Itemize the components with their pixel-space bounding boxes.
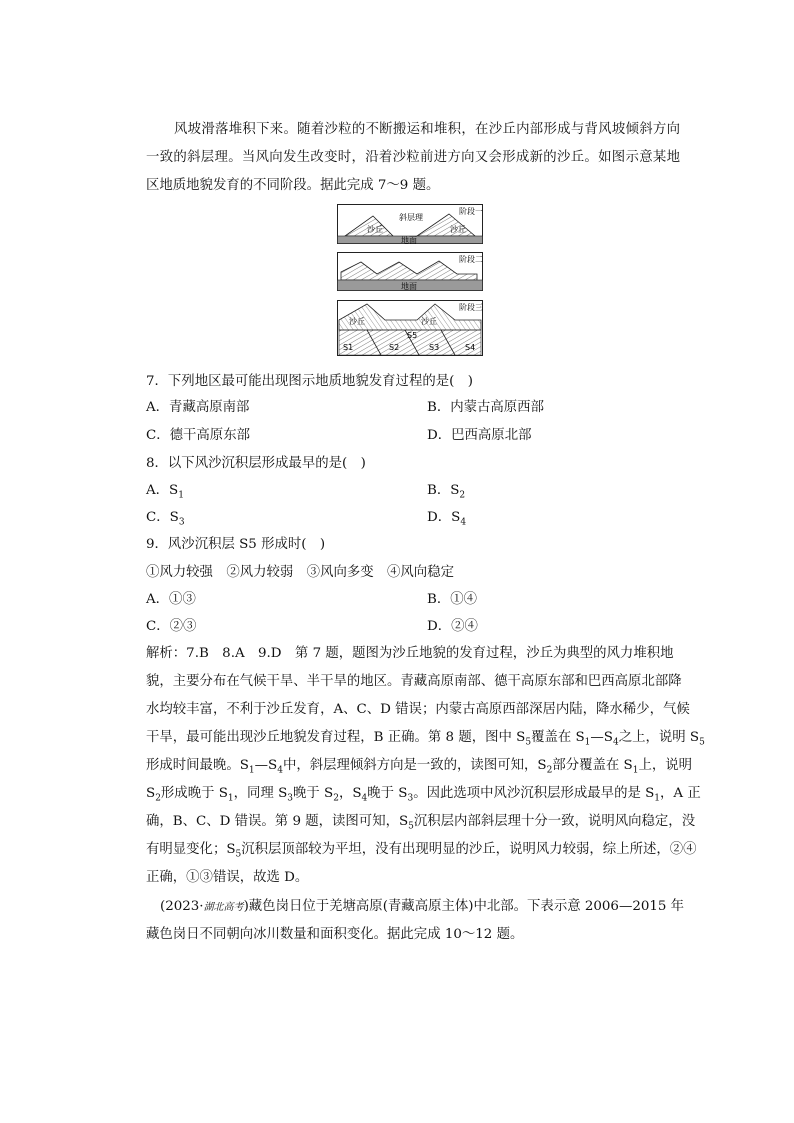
source-label: 湖北高考: [203, 902, 244, 913]
analysis-line-2: 貌，主要分布在气候干旱、半干旱的地区。青藏高原南部、德干高原东部和巴西高原北部降: [146, 674, 682, 689]
q7-option-d: D．巴西高原北部: [427, 428, 532, 443]
stage-three-label: 阶段三: [459, 303, 483, 312]
cross-bedding-label: 斜层理: [399, 213, 423, 222]
dune-label-right-3: 沙丘: [421, 317, 437, 326]
intro-paragraph: 风坡滑落堆积下来。随着沙粒的不断搬运和堆积，在沙丘内部形成与背风坡倾斜方向一致的斜层理。当风向发生改变时，沿着沙粒前进方向又会形成新的沙丘。如图示意某地区地质地貌发育的不同阶段。据此完成 7～9 题。: [146, 122, 680, 193]
dune-stages-figure: [337, 204, 483, 356]
q8-option-a: A．$S_1$: [146, 483, 184, 501]
question-9-items: ①风力较强 ②风力较弱 ③风向多变 ④风向稳定: [146, 565, 454, 580]
stage-two-panel: [338, 253, 484, 292]
question-7-stem: 7．下列地区最可能出现图示地质地貌发育过程的是( ): [146, 374, 473, 389]
q9-option-b: B．①④: [427, 592, 478, 607]
q7-option-b: B．内蒙古高原西部: [427, 400, 544, 415]
dune-label-left: 沙丘: [367, 225, 383, 234]
dune-label-left-3: 沙丘: [349, 317, 365, 326]
analysis-line-8: 有明显变化；$S_5$沉积层顶部较为平坦，没有出现明显的沙丘，说明风力较弱，综上所述，②④: [146, 842, 697, 860]
stage-three-panel: [338, 301, 484, 356]
q8-option-d: D．$S_4$: [427, 510, 467, 528]
stage-one-label: 阶段一: [459, 207, 483, 216]
stage-two-label: 阶段二: [459, 255, 483, 264]
analysis-line-5: 形成时间最晚。$S_1—S_4$中，斜层理倾斜方向是一致的，读图可知，$S_2$部分覆盖在 $S_1$上，说明: [146, 758, 692, 776]
ground-label-2: 地面: [401, 282, 417, 291]
ground-label-1: 地面: [401, 236, 417, 245]
q9-option-d: D．②④: [427, 619, 478, 634]
layer-s4-label: S4: [465, 343, 476, 352]
q7-option-a: A．青藏高原南部: [146, 400, 250, 415]
analysis-line-4: 干旱，最可能出现沙丘地貌发育过程，B 正确。第 8 题，图中 $S_5$覆盖在 $S_1—S_4$之上，说明 $S_5$: [146, 730, 705, 748]
analysis-line-7: 确，B、C、D 错误。第 9 题，读图可知，$S_5$沉积层内部斜层理十分一致，说明风向稳定，没: [146, 814, 696, 832]
question-8-stem: 8．以下风沙沉积层形成最早的是( ): [146, 456, 366, 471]
layer-s2-label: S2: [389, 343, 400, 352]
q8-option-c: C．$S_3$: [146, 510, 185, 528]
q8-option-b: B．$S_2$: [427, 483, 466, 501]
analysis-line-3: 水均较丰富，不利于沙丘发育，A、C、D 错误；内蒙古高原西部深居内陆，降水稀少，气候: [146, 702, 690, 717]
layer-s1-label: S1: [343, 343, 354, 352]
layer-s5-label: S5: [407, 331, 418, 340]
analysis-line-1: 解析：7.B 8.A 9.D 第 7 题，题图为沙丘地貌的发育过程，沙丘为典型的风力堆积地: [146, 646, 674, 661]
next-passage-line-1: (2023·湖北高考)藏色岗日位于羌塘高原(青藏高原主体)中北部。下表示意 2006—2015 年: [160, 899, 685, 914]
q9-option-c: C．②③: [146, 619, 197, 634]
q7-option-c: C．德干高原东部: [146, 428, 250, 443]
layer-s3-label: S3: [429, 343, 440, 352]
q9-option-a: A．①③: [146, 592, 196, 607]
next-passage-line-2: 藏色岗日不同朝向冰川数量和面积变化。据此完成 10～12 题。: [146, 927, 524, 942]
analysis-line-6: $S_2$形成晚于 $S_1$，同理 $S_3$晚于 $S_2$，$S_4$晚于 $S_3$。因此选项中风沙沉积层形成最早的是 $S_1$，A 正: [146, 786, 701, 804]
analysis-line-9: 正确，①③错误，故选 D。: [146, 870, 309, 885]
question-9-stem: 9．风沙沉积层 S5 形成时( ): [146, 537, 326, 552]
dune-label-right: 沙丘: [450, 225, 466, 234]
stage-one-panel: [338, 205, 484, 246]
dune-stages-diagram: [337, 204, 483, 356]
